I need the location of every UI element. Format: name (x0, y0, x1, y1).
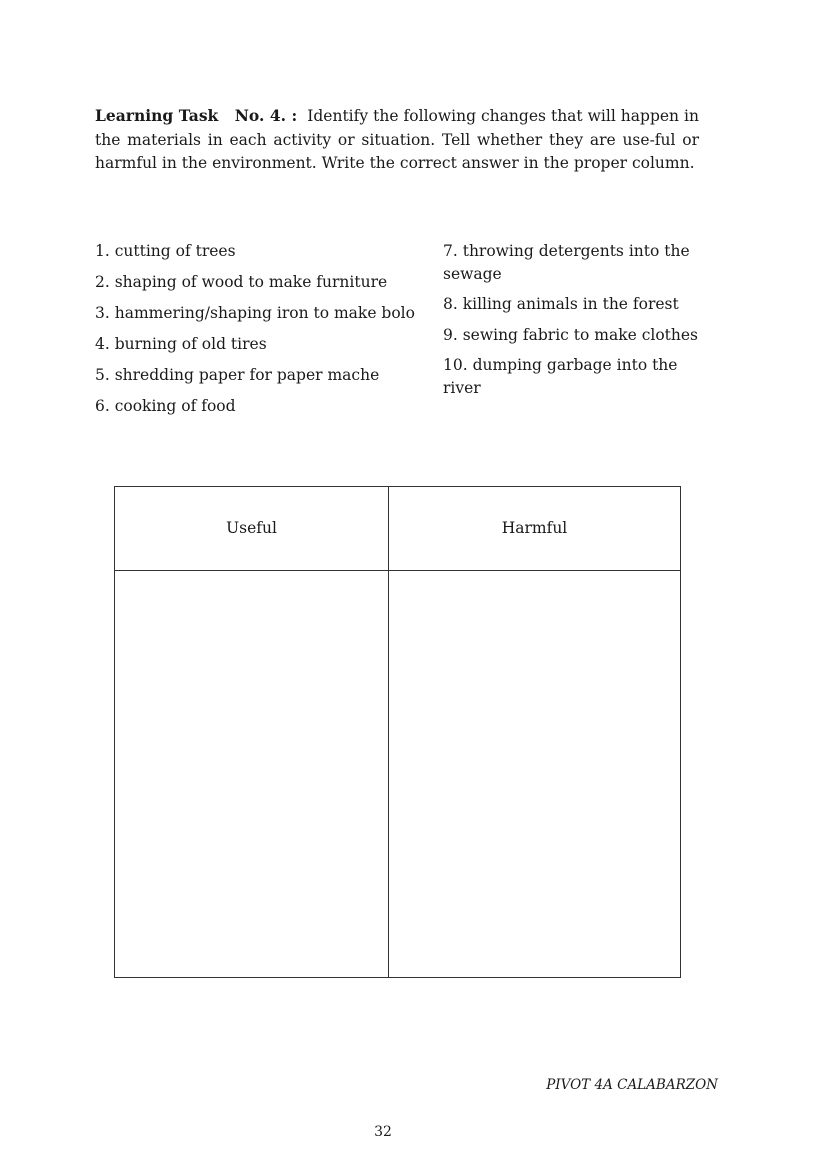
list-item: 9. sewing fabric to make clothes (443, 325, 699, 344)
list-item: 5. shredding paper for paper mache (95, 366, 380, 384)
list-item: 2. shaping of wood to make furniture (95, 273, 388, 291)
list-item: 7. throwing detergents into the sewage (443, 242, 690, 283)
useful-answer-cell[interactable] (115, 571, 389, 978)
list-item: 1. cutting of trees (95, 242, 236, 260)
list-item: 8. killing animals in the forest (443, 295, 679, 313)
item-list-right (443, 240, 713, 407)
footer-organization: PIVOT 4A CALABARZON (546, 1077, 718, 1093)
list-item: 3. hammering/shaping iron to make bolo (95, 304, 415, 322)
list-item: 10. dumping garbage into the river (443, 356, 678, 397)
useful-column-header: Useful (115, 487, 389, 571)
task-text: Identify the following changes that will happen in the materials in each activity or situation. Tell whether they are use-ful or harmful in the environment. Write the correct answer in the proper column. (95, 107, 699, 173)
harmful-answer-cell[interactable] (389, 571, 681, 978)
list-item: 4. burning of old tires (95, 335, 267, 353)
answer-table (114, 486, 681, 978)
table-answer-row (115, 571, 681, 978)
list-item: 6. cooking of food (95, 397, 236, 415)
task-instructions (95, 104, 699, 176)
page-number: 32 (374, 1124, 392, 1140)
item-list-left (95, 240, 415, 426)
task-label: Learning Task No. 4. : (95, 106, 298, 125)
harmful-column-header: Harmful (389, 487, 681, 571)
table-header-row (115, 487, 681, 571)
